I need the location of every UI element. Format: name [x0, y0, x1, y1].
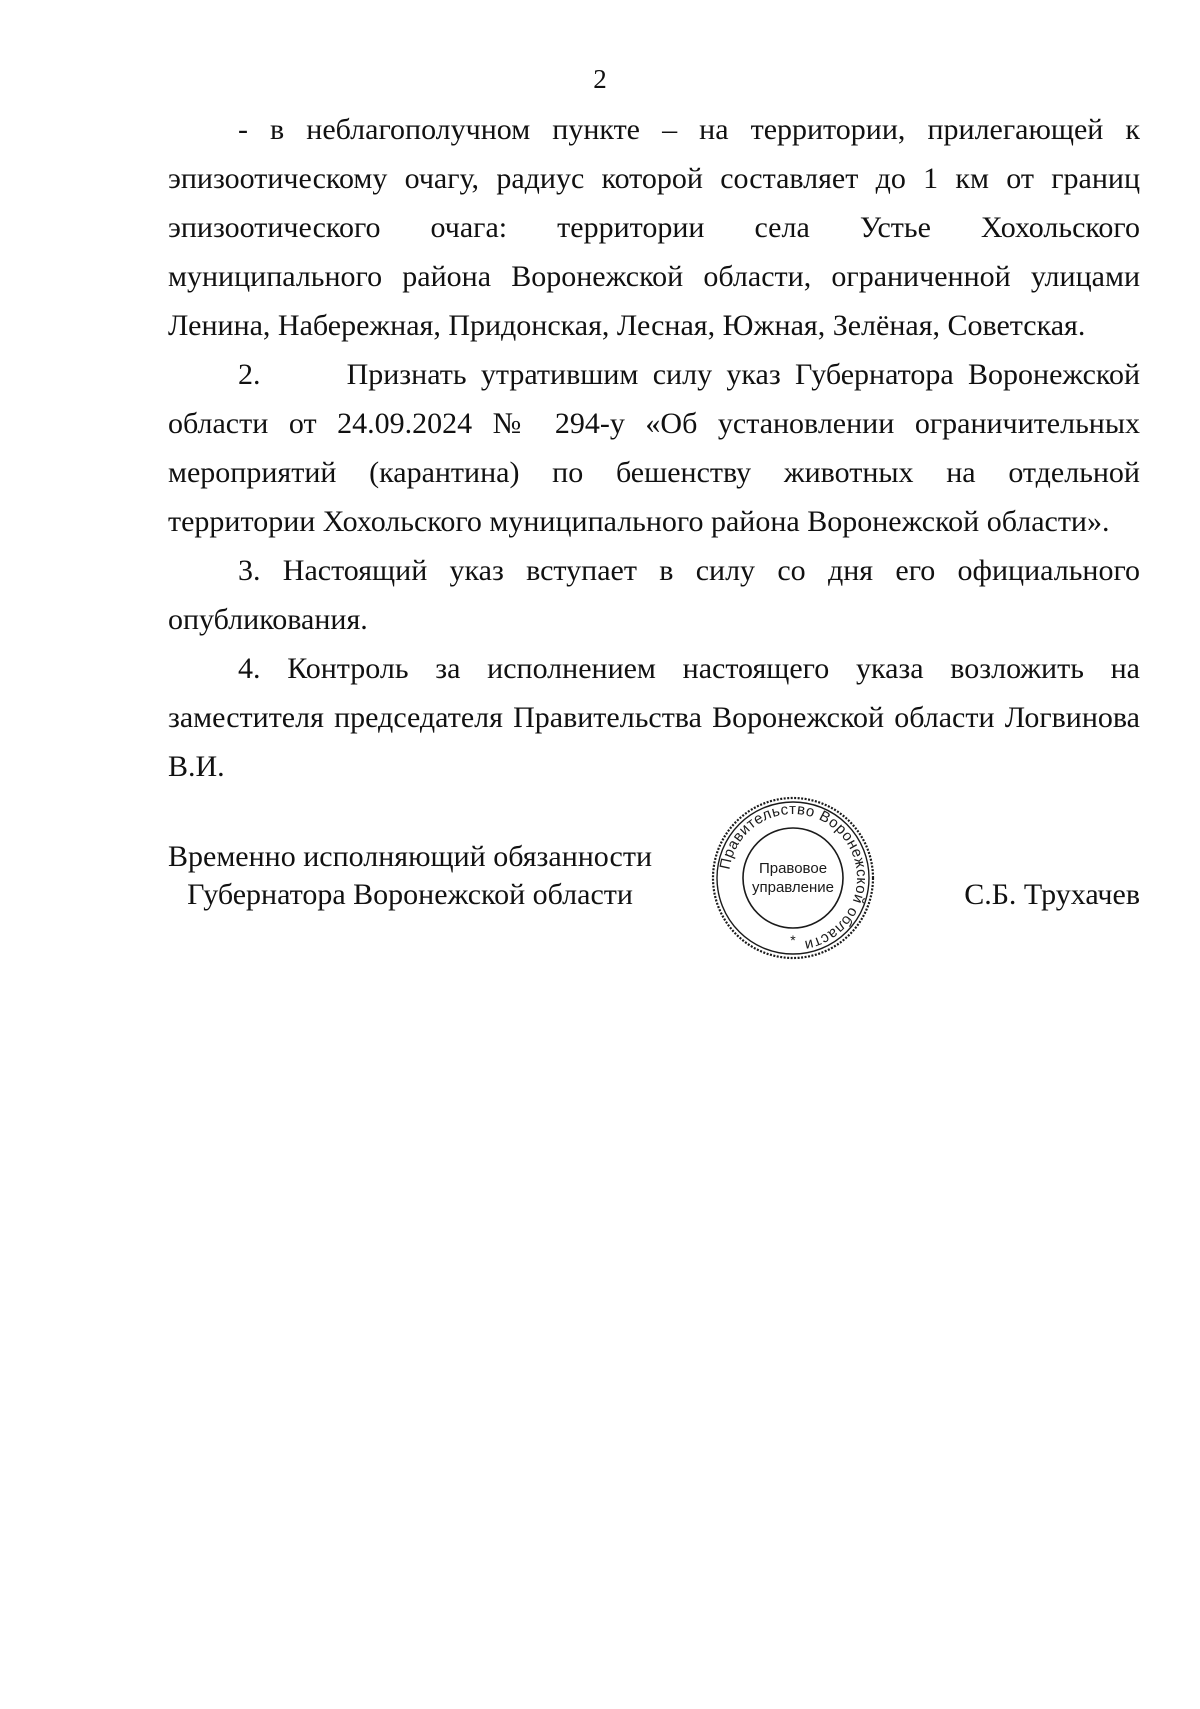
document-body — [168, 105, 1140, 791]
seal-star: * — [790, 932, 796, 948]
paragraph-2-repeal: 2. Признать утратившим силу указ Губернатора Воронежской области от 24.09.2024 № 294-у «Об установлении ограничительных мероприятий (карантина) по бешенству животных на отдельной территории Хохольского муниципального района Воронежской области». — [168, 358, 1140, 538]
svg-text:Правительство Воронежской обла: Правительство Воронежской области — [716, 800, 871, 954]
signatory-position-line-2: Губернатора Воронежской области — [187, 878, 633, 911]
page-number: 2 — [593, 64, 607, 94]
signatory-name: С.Б. Трухачев — [964, 878, 1140, 911]
signature-block — [168, 800, 1140, 968]
seal-inner-line-1: Правовое — [758, 860, 828, 877]
official-seal — [708, 793, 878, 963]
signatory-position — [168, 838, 652, 914]
paragraph-territory: - в неблагополучном пункте – на территории, прилегающей к эпизоотическому очагу, радиус которой составляет до 1 км от границ эпизоотического очага: территории села Устье Хохольского муниципального района Воронежской области, ограниченной улицами Ленина, Набережная, Придонская, Лесная, Южная, Зелёная, Советская. — [168, 113, 1140, 342]
seal-inner-line-2: управление — [751, 879, 835, 896]
paragraph-4-control: 4. Контроль за исполнением настоящего указа возложить на заместителя председателя Правительства Воронежской области Логвинова В.И. — [168, 652, 1140, 783]
signatory-position-line-1: Временно исполняющий обязанности — [168, 840, 653, 873]
paragraph-3-effect: 3. Настоящий указ вступает в силу со дня его официального опубликования. — [168, 554, 1140, 636]
